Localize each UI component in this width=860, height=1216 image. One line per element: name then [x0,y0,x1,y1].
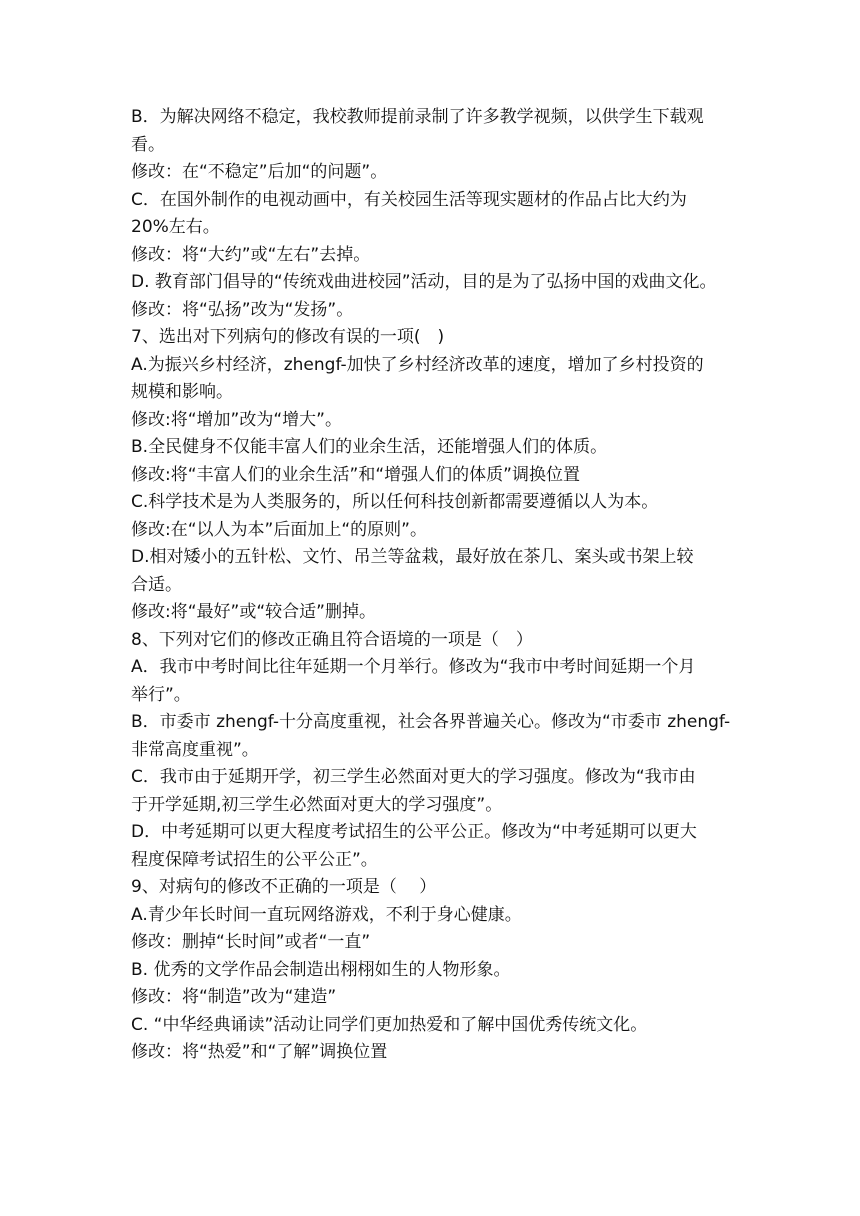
q7-option-d-line-2: 合适。 [131,574,182,595]
q9-option-c-line: C. “中华经典诵读”活动让同学们更加热爱和了解中国优秀传统文化。 [131,1014,648,1035]
option-b-line-2: 看。 [131,134,165,155]
option-c-line-1: C．在国外制作的电视动画中，有关校园生活等现实题材的作品占比大约为 [131,189,687,210]
q8-option-c-line-1: C．我市由于延期开学，初三学生必然面对更大的学习强度。修改为“我市由 [131,767,696,787]
revision-line: 修改:将“增加”改为“增大”。 [131,409,342,430]
revision-line: 修改：将“热爱”和“了解”调换位置 [131,1042,388,1062]
option-b-line-1: B．为解决网络不稳定，我校教师提前录制了许多教学视频，以供学生下载观 [131,107,704,127]
q8-option-a-line-1: A．我市中考时间比往年延期一个月举行。修改为“我市中考时间延期一个月 [131,657,696,677]
q7-option-c-line: C.科学技术是为人类服务的，所以任何科技创新都需要遵循以人为本。 [131,492,659,512]
revision-line: 修改：将“弘扬”改为“发扬”。 [131,299,354,320]
question-8-title: 8、下列对它们的修改正确且符合语境的一项是（ ） [131,629,533,650]
q7-option-b-line: B.全民健身不仅能丰富人们的业余生活，还能增强人们的体质。 [131,437,608,457]
q7-option-d-line-1: D.相对矮小的五针松、文竹、吊兰等盆栽，最好放在茶几、案头或书架上较 [131,547,694,567]
revision-line: 修改:在“以人为本”后面加上“的原则”。 [131,519,427,540]
option-d-line: D. 教育部门倡导的“传统戏曲进校园”活动，目的是为了弘扬中国的戏曲文化。 [131,272,717,292]
q8-option-b-line-1: B．市委市 zhengf-十分高度重视，社会各界普遍关心。修改为“市委市 zhengf- [131,712,731,732]
document-body [131,104,736,1067]
revision-line: 修改：删掉“长时间”或者“一直” [131,932,371,952]
revision-line: 修改:将“丰富人们的业余生活”和“增强人们的体质”调换位置 [131,464,580,485]
revision-line: 修改:将“最好”或“较合适”删掉。 [131,602,376,622]
q7-option-a-line-2: 规模和影响。 [131,382,233,402]
q8-option-d-line-1: D．中考延期可以更大程度考试招生的公平公正。修改为“中考延期可以更大 [131,822,697,842]
revision-line: 修改：在“不稳定”后加“的问题”。 [131,162,388,182]
q8-option-c-line-2: 于开学延期,初三学生必然面对更大的学习强度”。 [131,794,503,815]
q8-option-b-line-2: 非常高度重视”。 [131,739,259,760]
q9-option-a-line: A.青少年长时间一直玩网络游戏，不利于身心健康。 [131,904,522,925]
revision-line: 修改：将“制造”改为“建造” [131,987,337,1007]
q8-option-a-line-2: 举行”。 [131,684,191,705]
revision-line: 修改：将“大约”或“左右”去掉。 [131,244,371,265]
q8-option-d-line-2: 程度保障考试招生的公平公正”。 [131,849,378,870]
q9-option-b-line: B. 优秀的文学作品会制造出栩栩如生的人物形象。 [131,959,511,980]
question-7-title: 7、选出对下列病句的修改有误的一项( ) [131,327,445,347]
q7-option-a-line-1: A.为振兴乡村经济，zhengf-加快了乡村经济改革的速度，增加了乡村投资的 [131,354,704,375]
option-c-line-2: 20%左右。 [131,217,220,237]
question-9-title: 9、对病句的修改不正确的一项是（ ） [131,877,437,897]
